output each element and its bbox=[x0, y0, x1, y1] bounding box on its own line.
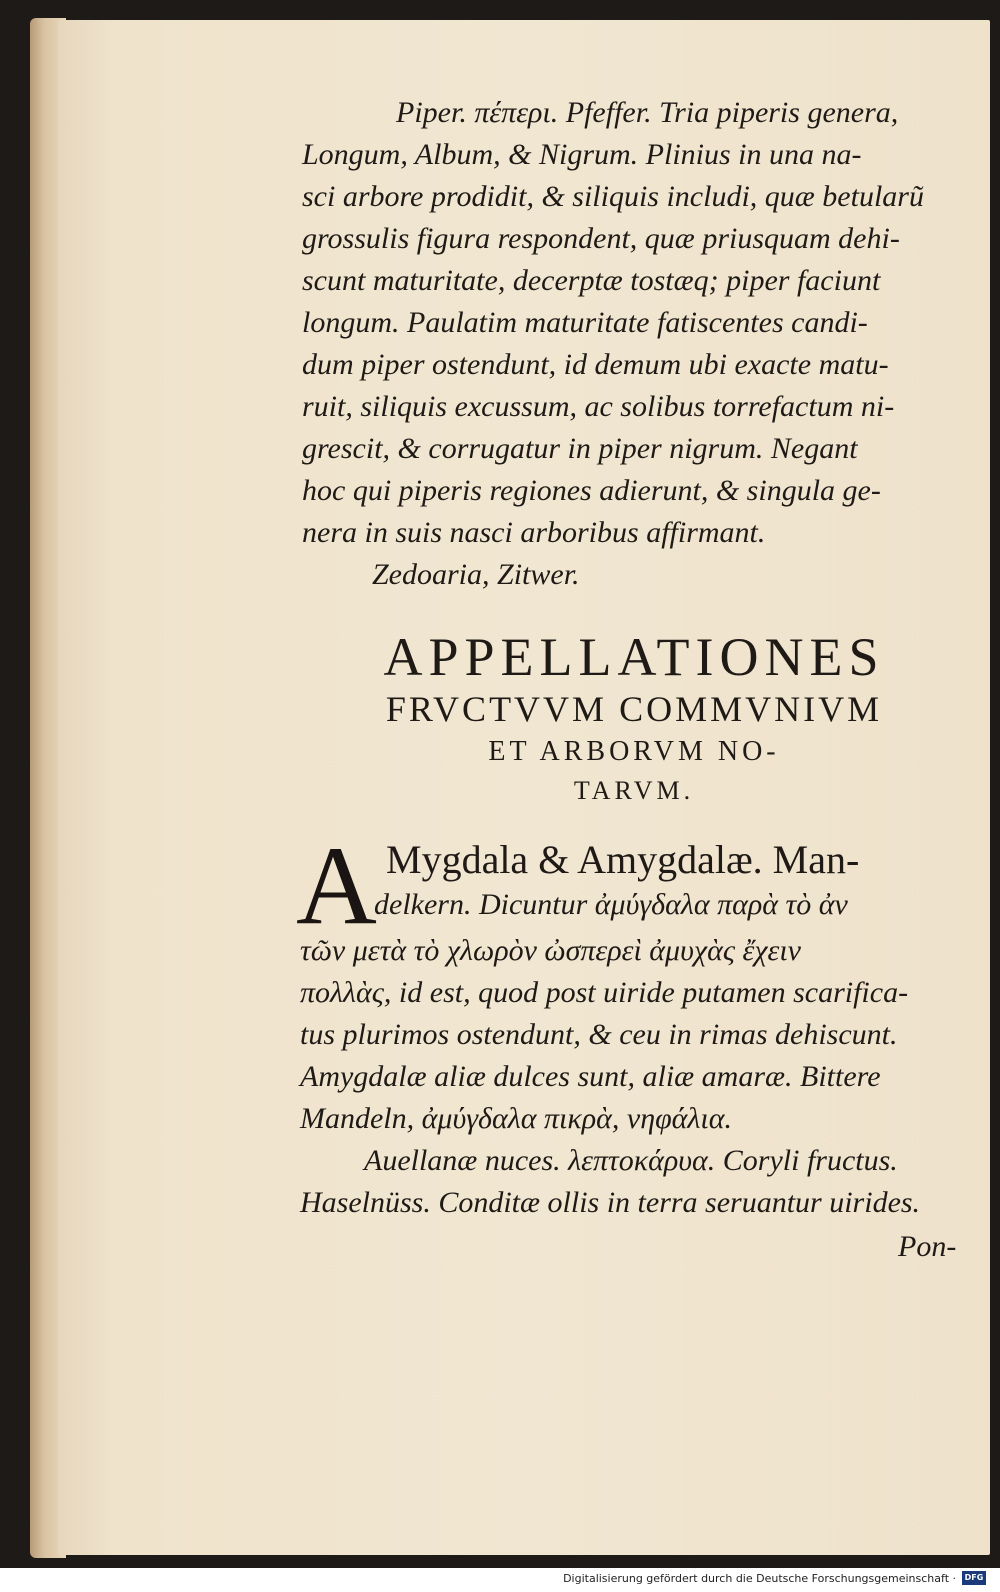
text-line: hoc qui piperis regiones adierunt, & singula ge- bbox=[302, 474, 881, 507]
drop-cap: A bbox=[296, 824, 377, 948]
text-line: tus plurimos ostendunt, & ceu in rimas dehiscunt. bbox=[300, 1018, 898, 1051]
text-line: dum piper ostendunt, id demum ubi exacte matu- bbox=[302, 348, 889, 381]
text-line: sci arbore prodidit, & siliquis includi, quæ betularũ bbox=[302, 180, 924, 213]
text-line: Piper. πέπερι. Pfeffer. Tria piperis genera, bbox=[396, 96, 899, 129]
text-line: delkern. Dicuntur ἀμύγδαλα παρὰ τὸ ἀν bbox=[374, 888, 848, 921]
text-line: scunt maturitate, decerptæ tostæq; piper faciunt bbox=[302, 264, 881, 297]
text-line: Haselnüss. Conditæ ollis in terra seruantur uirides. bbox=[300, 1186, 921, 1219]
dfg-logo-icon: DFG bbox=[962, 1571, 986, 1585]
section-heading-line4: TARVM. bbox=[573, 776, 695, 805]
text-line: Mandeln, ἀμύγδαλα πικρὰ, νηφάλια. bbox=[300, 1102, 732, 1135]
section-heading-line2: FRVCTVVM COMMVNIVM bbox=[385, 689, 883, 729]
text-line: ruit, siliquis excussum, ac solibus torrefactum ni- bbox=[302, 390, 895, 423]
catchword: Pon- bbox=[898, 1230, 957, 1263]
footer-credit: Digitalisierung gefördert durch die Deutsche Forschungsgemeinschaft · bbox=[563, 1572, 956, 1585]
text-line: Amygdalæ aliæ dulces sunt, aliæ amaræ. Bittere bbox=[300, 1060, 881, 1093]
text-line: longum. Paulatim maturitate fatiscentes candi- bbox=[302, 306, 868, 339]
text-line: πολλὰς, id est, quod post uiride putamen scarifica- bbox=[300, 976, 909, 1009]
text-line: Mygdala & Amygdalæ. Man- bbox=[386, 837, 860, 882]
text-line: Auellanæ nuces. λεπτοκάρυα. Coryli fructus. bbox=[364, 1144, 898, 1177]
text-line: nera in suis nasci arboribus affirmant. bbox=[302, 516, 766, 549]
text-line: grossulis figura respondent, quæ priusquam dehi- bbox=[302, 222, 900, 255]
section-heading-line1: APPELLATIONES bbox=[383, 627, 885, 687]
text-line-zedoaria: Zedoaria, Zitwer. bbox=[372, 558, 580, 591]
text-line: Longum, Album, & Nigrum. Plinius in una na- bbox=[302, 138, 862, 171]
text-line: τῶν μετὰ τὸ χλωρὸν ὠσπερεὶ ἀμυχὰς ἔχειν bbox=[300, 934, 801, 967]
text-line: grescit, & corrugatur in piper nigrum. Negant bbox=[302, 432, 858, 465]
section-heading-line3: ET ARBORVM NO- bbox=[488, 736, 780, 767]
